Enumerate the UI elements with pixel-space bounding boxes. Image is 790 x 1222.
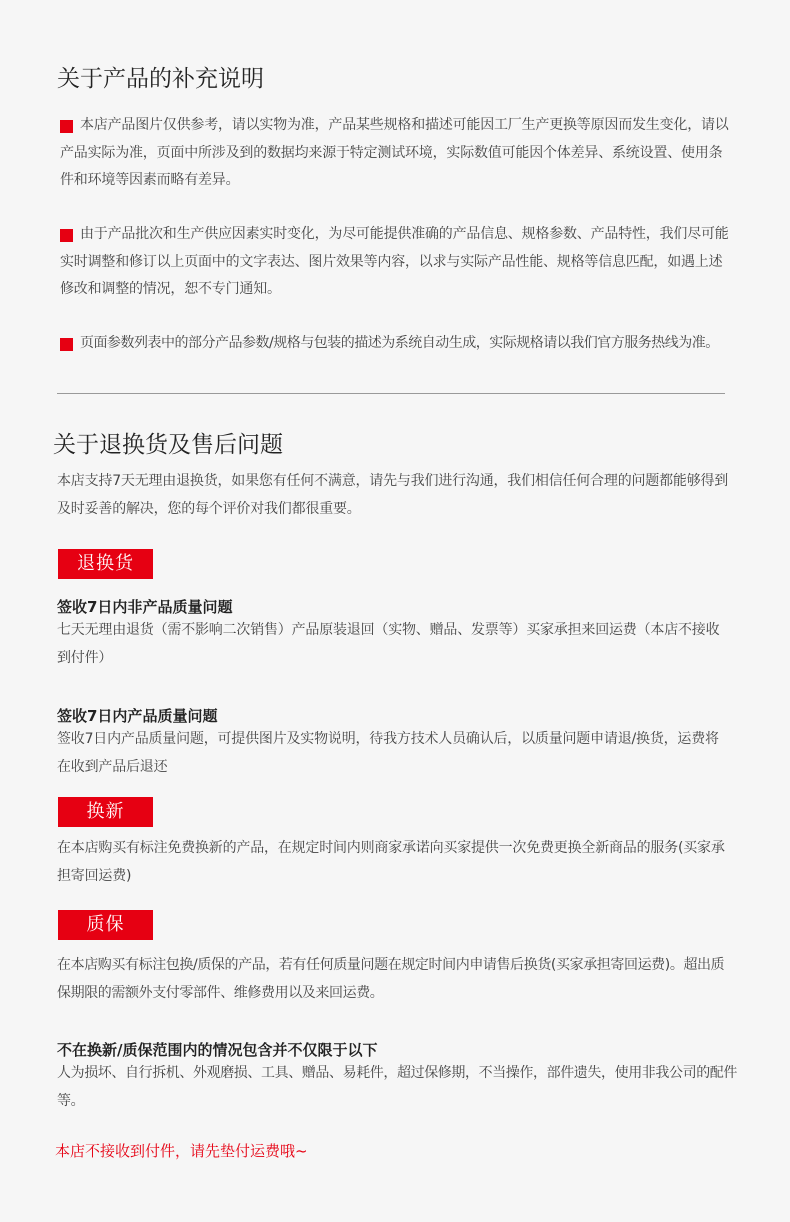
- product-note-2: 由于产品批次和生产供应因素实时变化，为尽可能提供准确的产品信息、规格参数、产品特性，我们尽可能实时调整和修订以上页面中的文字表达、图片效果等内容，以求与实际产品性能、规格等信息匹配，如遇上述修改和调整的情况，恕不专门通知。: [60, 226, 729, 297]
- non-quality-text: 七天无理由退货（需不影响二次销售）产品原装退回（实物、赠品、发票等）买家承担来回运费（本店不接收到付件）: [57, 622, 720, 666]
- exclusion-text: 人为损坏、自行拆机、外观磨损、工具、赠品、易耗件，超过保修期，不当操作，部件遗失，使用非我公司的配件等。: [57, 1065, 737, 1109]
- cod-notice: 本店不接收到付件，请先垫付运费哦~: [55, 1142, 308, 1160]
- returns-intro: 本店支持7天无理由退换货，如果您有任何不满意，请先与我们进行沟通，我们相信任何合理的问题都能够得到及时妥善的解决，您的每个评价对我们都很重要。: [57, 473, 729, 517]
- quality-text: 签收7日内产品质量问题，可提供图片及实物说明，待我方技术人员确认后，以质量问题申请退/换货，运费将在收到产品后退还: [57, 731, 719, 775]
- section-divider: [57, 393, 725, 394]
- quality-title: 签收7日内产品质量问题: [57, 707, 218, 725]
- tag-warranty: 质保: [58, 910, 153, 940]
- product-note-1: 本店产品图片仅供参考，请以实物为准，产品某些规格和描述可能因工厂生产更换等原因而发生变化，请以产品实际为准，页面中所涉及到的数据均来源于特定测试环境，实际数值可能因个体差异、系统设置、使用条件和环境等因素而略有差异。: [60, 117, 729, 188]
- section-title-returns: 关于退换货及售后问题: [53, 432, 283, 458]
- section-title-product-notes: 关于产品的补充说明: [57, 66, 264, 92]
- exchange-text: 在本店购买有标注免费换新的产品，在规定时间内则商家承诺向买家提供一次免费更换全新商品的服务(买家承担寄回运费): [57, 840, 725, 884]
- tag-return: 退换货: [58, 549, 153, 579]
- non-quality-title: 签收7日内非产品质量问题: [57, 598, 233, 616]
- tag-exchange: 换新: [58, 797, 153, 827]
- product-note-3: 页面参数列表中的部分产品参数/规格与包装的描述为系统自动生成，实际规格请以我们官方服务热线为准。: [80, 335, 719, 351]
- exclusion-title: 不在换新/质保范围内的情况包含并不仅限于以下: [57, 1041, 378, 1059]
- warranty-text: 在本店购买有标注包换/质保的产品，若有任何质量问题在规定时间内申请售后换货(买家承担寄回运费)。超出质保期限的需额外支付零部件、维修费用以及来回运费。: [57, 957, 725, 1001]
